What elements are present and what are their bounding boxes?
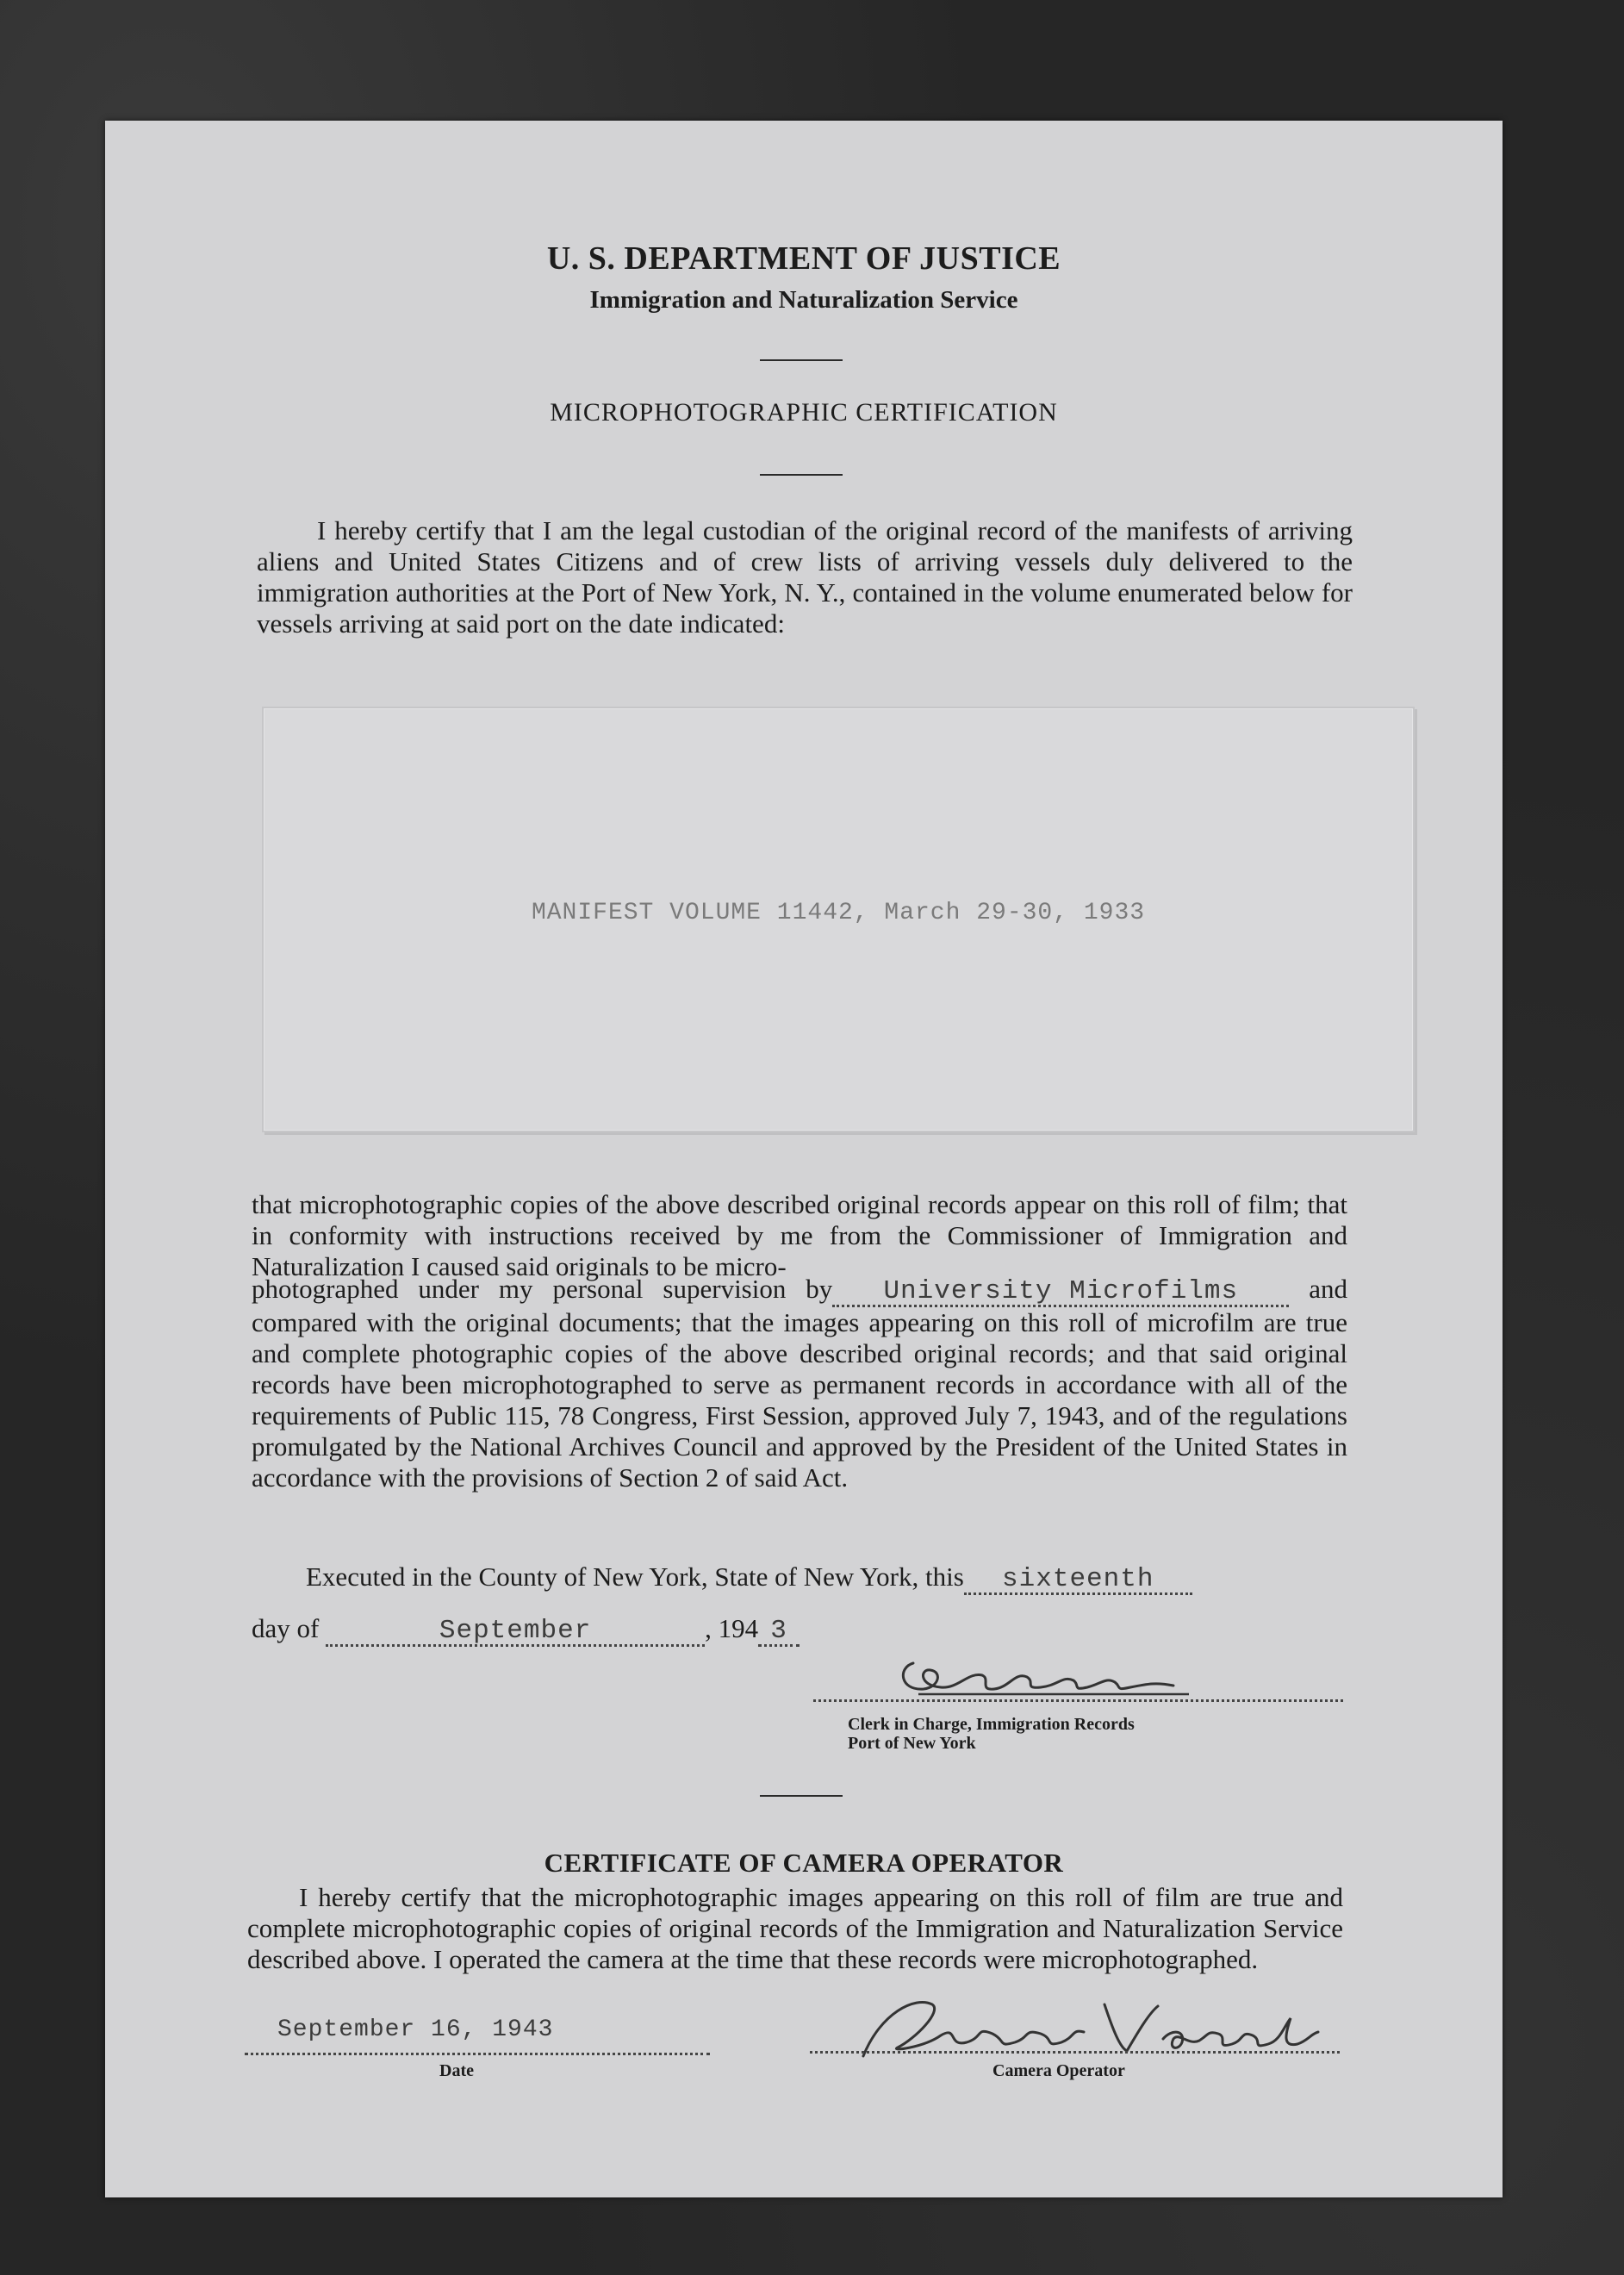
divider-rule: [760, 1795, 843, 1797]
clerk-signature-line: [813, 1699, 1343, 1702]
manifest-slip: [262, 707, 1415, 1132]
day-of-label: day of: [252, 1613, 320, 1643]
intro-paragraph: I hereby certify that I am the legal custodian of the original record of the manifests of arriving aliens and United States Citizens and of crew lists of arriving vessels duly delivered to the immigration authorities at the Port of New York, N. Y., contained in the volume enumerated below for vessels arriving at said port on the date indicated:: [257, 515, 1353, 639]
supervisor-field: University Microfilms: [832, 1279, 1289, 1307]
clerk-signature: [889, 1637, 1199, 1706]
camera-paragraph: I hereby certify that the microphotographic images appearing on this roll of film are true and complete microphotographic copies of original records of the Immigration and Naturalization Service described above. I operated the camera at the time that these records were microphotographed.: [247, 1882, 1343, 1974]
body-paragraph-2-rest: and compared with the original documents; that the images appearing on this roll of microfilm are true and complete photographic copies of the above described original records; and that said original records have been microphotographed to serve as permanent records in accordance with all of the requirements of Public 115, 78 Congress, First Session, approved July 7, 1943, and of the regulations promulgated by the National Archives Council and approved by the President of the United States in accordance with the provisions of Section 2 of said Act.: [252, 1274, 1347, 1493]
clerk-caption: [848, 1715, 1135, 1753]
body-paragraph-1: that microphotographic copies of the above described original records appear on this roll of film; that in conformity with instructions received by me from the Commissioner of Immigration and Naturalization I caused said originals to be micro-: [252, 1189, 1347, 1281]
divider-rule: [760, 359, 843, 361]
clerk-title: Clerk in Charge, Immigration Records: [848, 1715, 1135, 1734]
date-label: Date: [439, 2061, 474, 2080]
executed-day-field: sixteenth: [964, 1567, 1192, 1595]
body-paragraph-2: [252, 1274, 1347, 1493]
day-of-line: [252, 1613, 800, 1647]
department-heading: U. S. DEPARTMENT OF JUSTICE: [546, 240, 1061, 277]
year-digit-field: 3: [758, 1618, 800, 1647]
operator-label: Camera Operator: [992, 2061, 1125, 2080]
date-value: September 16, 1943: [277, 2016, 554, 2043]
clerk-port: Port of New York: [848, 1734, 976, 1753]
manifest-volume-text: MANIFEST VOLUME 11442, March 29-30, 1933: [531, 900, 1146, 926]
executed-line: [306, 1561, 1192, 1595]
year-prefix: , 194: [705, 1613, 759, 1643]
executed-prefix: Executed in the County of New York, State of New York, this: [306, 1561, 964, 1592]
supervision-prefix: photographed under my personal supervision by: [252, 1274, 833, 1304]
camera-operator-signature: [846, 1979, 1328, 2073]
month-field: September: [326, 1618, 705, 1647]
divider-rule: [760, 474, 843, 476]
certification-title: MICROPHOTOGRAPHIC CERTIFICATION: [550, 398, 1058, 427]
camera-heading: CERTIFICATE OF CAMERA OPERATOR: [544, 1848, 1064, 1878]
operator-signature-line: [810, 2051, 1340, 2054]
service-heading: Immigration and Naturalization Service: [589, 286, 1018, 314]
certificate-sheet: [105, 121, 1503, 2197]
